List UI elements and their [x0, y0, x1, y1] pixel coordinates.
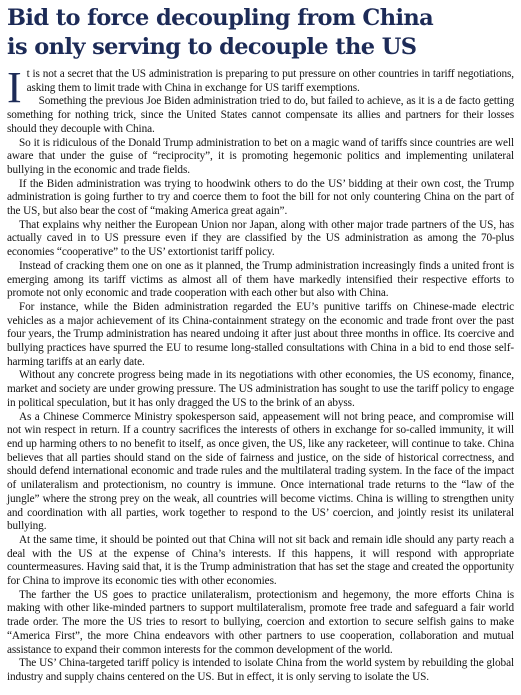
article-body	[7, 63, 514, 685]
paragraph: That explains why neither the European Union nor Japan, along with other major trade partners of the US, has actually caved in to US pressure even if they are classified by the US administration as among the 70-plus economies “cooperative” to the US’ extortionist tariff policy.	[7, 218, 514, 259]
paragraph: Without any concrete progress being made in its negotiations with other economies, the US economy, finance, market and society are under growing pressure. The US administration has sought to use the tariff policy to engage in political speculation, but it has only dragged the US to the brink of an abyss.	[7, 369, 514, 409]
lead-paragraph	[7, 63, 514, 112]
lead-paragraph-text: t is not a secret that the US administration is preparing to put pressure on other countries in tariff negotiations, asking them to limit trade with China in exchange for US tariff exemptions.	[26, 68, 514, 94]
paragraph: At the same time, it should be pointed out that China will not sit back and remain idle should any party reach a deal with the US at the expense of China’s interests. If this happens, it will respond with appropriate countermeasures. Having said that, it is the Trump administration that has set the stage and created the opportunity for China to improve its economic ties with other economies.	[7, 533, 514, 588]
paragraph: Instead of cracking them one on one as it planned, the Trump administration increasingly finds a united front is emerging among its tariff victims as almost all of them have markedly intensified their respective efforts to promote not only economic and trade cooperation with each other but also with China.	[7, 259, 514, 300]
headline-line-2: is only serving to decouple the US	[7, 34, 417, 60]
paragraph: For instance, while the Biden administration regarded the EU’s punitive tariffs on Chinese-made electric vehicles as a major achievement of its China-containment strategy on the economic and trade front over the past four years, the Trump administration has neared undoing it after just about three months in office. Its coercive and bullying practices have spurred the EU to resume long-stalled consultations with China in a bid to end those self-harming tariffs at an early date.	[7, 300, 514, 368]
paragraph: The US’ China-targeted tariff policy is intended to isolate China from the world system by rebuilding the global industry and supply chains centered on the US. But in effect, it is only serving to isolate the US.	[7, 657, 514, 683]
paragraph: Something the previous Joe Biden administration tried to do, but failed to achieve, as it is a de facto getting something for nothing trick, since the United States cannot compensate its allies and partners for their losses should they decouple with China.	[7, 95, 514, 135]
paragraph: The farther the US goes to practice unilateralism, protectionism and hegemony, the more efforts China is making with other like-minded partners to support multilateralism, promote free trade and safeguard a fair world trade order. The more the US tries to resort to bullying, coercion and extortion to secure selfish gains to make “America First”, the more China endeavors with other partners to use cooperation, collaboration and mutual assistance to expand their common interests for the common development of the world.	[7, 588, 514, 656]
paragraph: If the Biden administration was trying to hoodwink others to do the US’ bidding at their own cost, the Trump administration is going further to try and coerce them to foot the bill for not only countering China on the part of the US, but also bear the cost of “making America great again”.	[7, 177, 514, 218]
drop-cap: I	[7, 63, 22, 112]
paragraph: As a Chinese Commerce Ministry spokesperson said, appeasement will not bring peace, and compromise will not win respect in return. If a country sacrifices the interests of others in exchange for so-called immunity, it will end up harming others to no benefit to itself, as once given, the US, like any racketeer, will continue to take. China believes that all parties should stand on the side of fairness and justice, on the side of historical correctness, and should defend international economic and trade rules and the multilateral trading system. In the face of the impact of unilateralism and protectionism, no country is immune. Once international trade returns to the “law of the jungle” where the strong prey on the weak, all countries will become victims. China is willing to strengthen unity and coordination with all parties, work together to respond to the US’ coercion, and jointly resist its unilateral bullying.	[7, 410, 514, 533]
paragraph: So it is ridiculous of the Donald Trump administration to bet on a magic wand of tariffs since countries are well aware that under the guise of “reciprocity”, it is promoting hegemonic politics and implementing unilateral bullying in the economic and trade fields.	[7, 136, 514, 176]
headline	[7, 4, 514, 62]
headline-line-1: Bid to force decoupling from China	[7, 5, 434, 31]
